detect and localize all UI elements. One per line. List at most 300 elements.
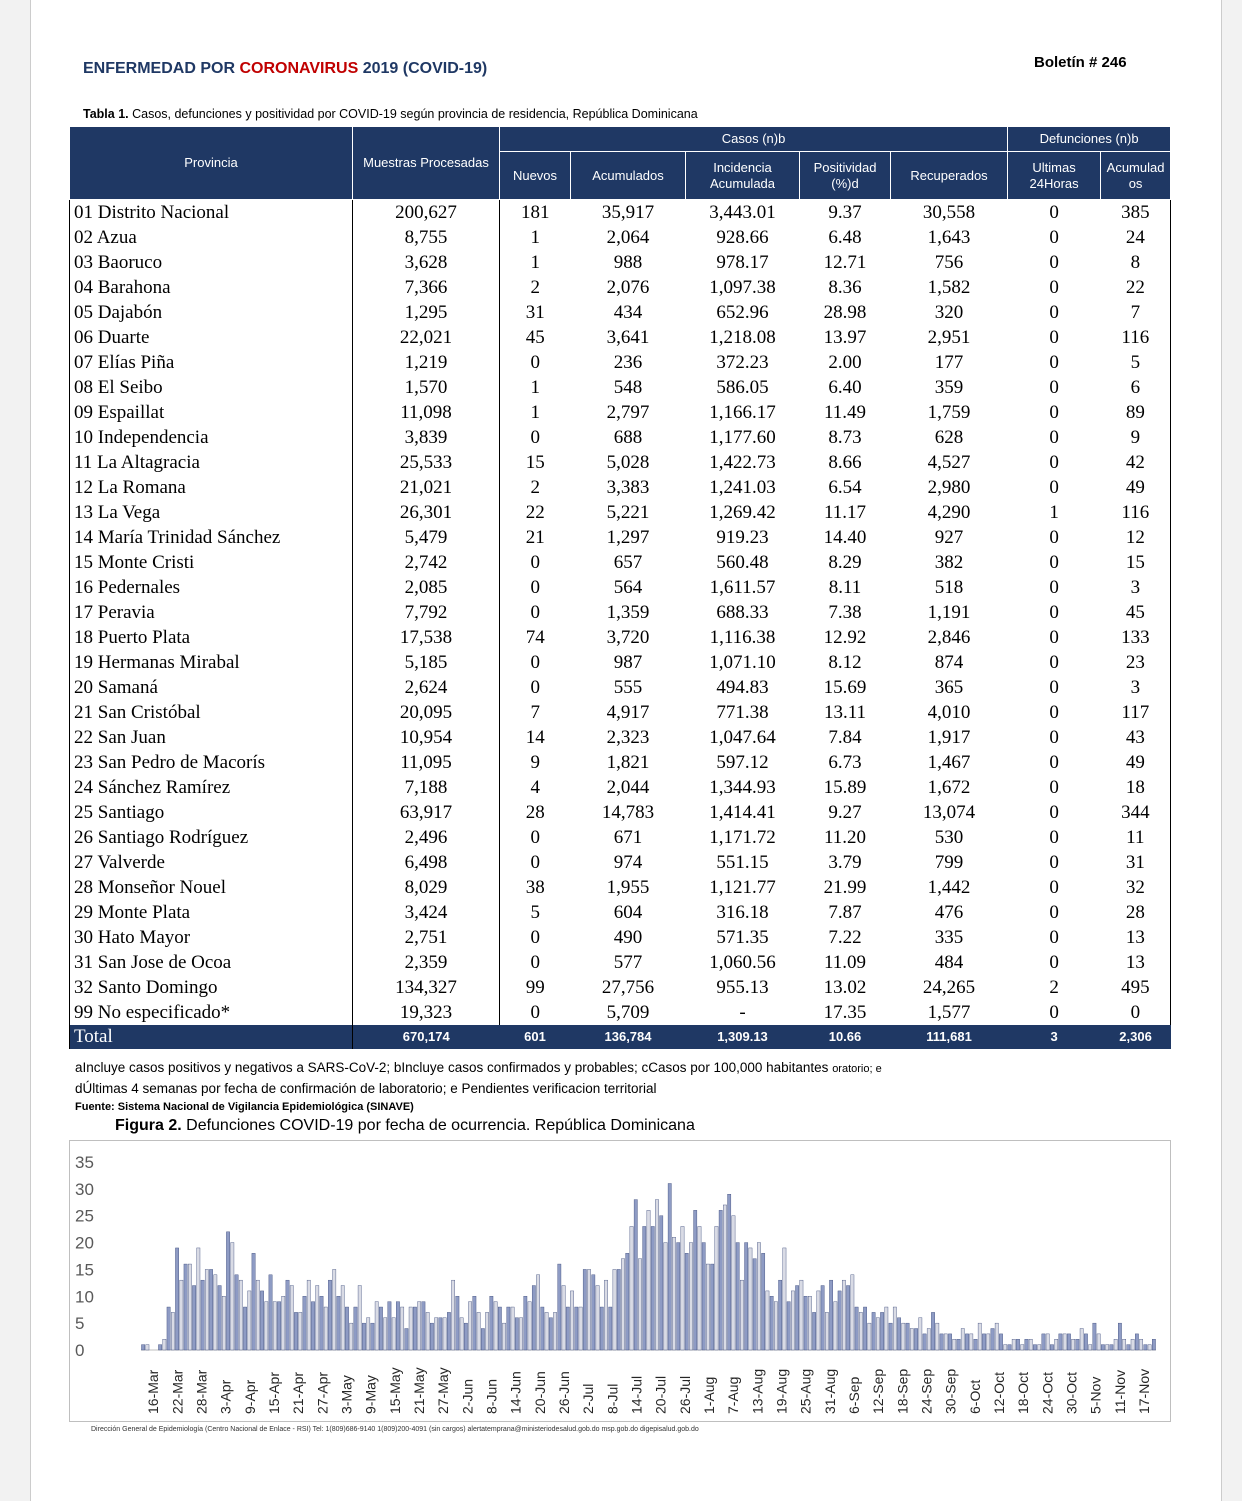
deaths-bar [694, 1210, 697, 1350]
table-cell: 7.87 [828, 901, 862, 923]
table-cell: 14 [525, 726, 545, 748]
table-cell: 0 [530, 951, 540, 973]
table-row [70, 375, 1171, 400]
deaths-bar [791, 1291, 794, 1350]
table-cell: 63,917 [353, 800, 500, 825]
table-cell: 24 [1101, 225, 1171, 250]
total-cell: 670,174 [353, 1025, 500, 1049]
table-cell: 1,414.41 [709, 801, 776, 823]
table-cell: 5,479 [353, 525, 500, 550]
table-cell: 0 [1049, 226, 1059, 248]
deaths-bar [269, 1275, 272, 1350]
province-name: 01 Distrito Nacional [70, 200, 353, 226]
deaths-bar [409, 1307, 412, 1350]
table-cell: 17,538 [353, 625, 500, 650]
province-name: 15 Monte Cristi [70, 550, 353, 575]
table-cell: 13 [1101, 925, 1171, 950]
x-tick-label: 1-Aug [700, 1376, 717, 1414]
deaths-bar [413, 1307, 416, 1350]
table-cell: 31 [525, 301, 545, 323]
total-cell: 111,681 [891, 1025, 1008, 1049]
deaths-bar [953, 1339, 956, 1350]
table-cell: 978.17 [716, 251, 769, 273]
table-cell: 2,076 [606, 276, 650, 298]
deaths-bar [324, 1307, 327, 1350]
table-cell: 31 [1101, 850, 1171, 875]
province-name: 11 La Altagracia [70, 450, 353, 475]
table-cell: 12 [1101, 525, 1171, 550]
table-cell: 2.00 [828, 351, 862, 373]
deaths-bar [902, 1323, 905, 1350]
deaths-bar [328, 1280, 331, 1350]
col-muestras: Muestras Procesadas [353, 127, 500, 200]
table-cell: 11.49 [823, 401, 867, 423]
deaths-bar [698, 1226, 701, 1350]
deaths-bar [294, 1312, 297, 1350]
table-cell: 5,028 [606, 451, 650, 473]
deaths-bar [1059, 1334, 1062, 1350]
table-cell: 22 [525, 501, 545, 523]
table-cell: 116 [1101, 325, 1171, 350]
table-row [70, 575, 1171, 600]
table-cell: 4,010 [927, 701, 971, 723]
deaths-bar [222, 1296, 225, 1350]
province-name: 22 San Juan [70, 725, 353, 750]
table-cell: 3,424 [353, 900, 500, 925]
deaths-bar [609, 1307, 612, 1350]
table-cell: 0 [530, 351, 540, 373]
province-name: 27 Valverde [70, 850, 353, 875]
table-cell: 756 [934, 251, 964, 273]
x-tick-label: 2-Jun [459, 1378, 476, 1414]
y-tick-label: 25 [75, 1206, 94, 1226]
deaths-bar [702, 1243, 705, 1350]
table-row [70, 625, 1171, 650]
table-cell: 89 [1101, 400, 1171, 425]
table-cell: 17.35 [823, 1001, 867, 1023]
deaths-bar [1076, 1339, 1079, 1350]
table-cell: 0 [1049, 826, 1059, 848]
table-cell: 2,624 [353, 675, 500, 700]
table-cell: 628 [934, 426, 964, 448]
table-cell: 2 [530, 476, 540, 498]
table-cell: 476 [934, 901, 964, 923]
table-cell: 2,064 [606, 226, 650, 248]
table-cell: 490 [613, 926, 643, 948]
deaths-bar [889, 1323, 892, 1350]
table-cell: 1,570 [353, 375, 500, 400]
deaths-bar [834, 1302, 837, 1350]
deaths-bar [978, 1323, 981, 1350]
table-cell: 1,060.56 [709, 951, 776, 973]
table-cell: 25,533 [353, 450, 500, 475]
table-cell: 5 [530, 901, 540, 923]
table-cell: 7.38 [828, 601, 862, 623]
table-cell: 1 [1049, 501, 1059, 523]
deaths-bar [970, 1334, 973, 1350]
deaths-bar [965, 1334, 968, 1350]
deaths-bar [248, 1291, 251, 1350]
table-cell: 1,047.64 [709, 726, 776, 748]
province-name: 32 Santo Domingo [70, 975, 353, 1000]
table-cell: 359 [934, 376, 964, 398]
table-cell: 5,185 [353, 650, 500, 675]
deaths-bar [570, 1291, 573, 1350]
table-cell: 7,188 [353, 775, 500, 800]
deaths-bar [282, 1296, 285, 1350]
table-cell: 32 [1101, 875, 1171, 900]
table-cell: 8.66 [828, 451, 862, 473]
table-cell: 1,218.08 [709, 326, 776, 348]
deaths-bar [664, 1243, 667, 1350]
table-cell: 955.13 [716, 976, 769, 998]
table-cell: 571.35 [716, 926, 769, 948]
deaths-bar [1139, 1339, 1142, 1350]
table-cell: 8.36 [828, 276, 862, 298]
table-cell: 484 [934, 951, 964, 973]
table-cell: 0 [1101, 1000, 1171, 1025]
deaths-bar [256, 1280, 259, 1350]
table-cell: 8.12 [828, 651, 862, 673]
table-cell: 0 [1049, 926, 1059, 948]
table-cell: - [739, 1001, 746, 1023]
table-cell: 2,980 [927, 476, 971, 498]
deaths-bar [1004, 1345, 1007, 1350]
table-cell: 2,846 [927, 626, 971, 648]
x-tick-label: 14-Jun [507, 1371, 524, 1414]
total-cell: 601 [500, 1025, 571, 1049]
deaths-bar [243, 1307, 246, 1350]
table-cell: 22,021 [353, 325, 500, 350]
deaths-bar [511, 1307, 514, 1350]
deaths-bar [1084, 1334, 1087, 1350]
x-tick-label: 21-Apr [290, 1371, 307, 1414]
deaths-bar [498, 1307, 501, 1350]
table-cell: 6,498 [353, 850, 500, 875]
table-cell: 11.09 [823, 951, 867, 973]
deaths-bar [1050, 1345, 1053, 1350]
table-row [70, 950, 1171, 975]
deaths-bar [392, 1318, 395, 1350]
table-cell: 8.11 [828, 576, 862, 598]
table-cell: 434 [613, 301, 643, 323]
table-cell: 2,085 [353, 575, 500, 600]
deaths-bar [655, 1200, 658, 1350]
deaths-bar [226, 1232, 229, 1350]
province-name: 09 Espaillat [70, 400, 353, 425]
x-tick-label: 18-Oct [1015, 1371, 1032, 1414]
deaths-bar [812, 1312, 815, 1350]
table-cell: 49 [1101, 750, 1171, 775]
deaths-bar [855, 1307, 858, 1350]
note-line-1-tail: oratorio; e [832, 1063, 882, 1075]
table-cell: 597.12 [716, 751, 769, 773]
x-tick-label: 31-Aug [821, 1368, 838, 1414]
deaths-bar [519, 1318, 522, 1350]
table-cell: 15 [525, 451, 545, 473]
table-cell: 4,527 [927, 451, 971, 473]
table-cell: 551.15 [716, 851, 769, 873]
deaths-bar [1046, 1334, 1049, 1350]
deaths-bar [766, 1291, 769, 1350]
deaths-bar [681, 1226, 684, 1350]
x-tick-label: 24-Oct [1039, 1371, 1056, 1414]
table-cell: 3,383 [606, 476, 650, 498]
table-cell: 74 [525, 626, 545, 648]
table-cell: 688 [613, 426, 643, 448]
table-cell: 12.92 [823, 626, 867, 648]
table-cell: 13 [1101, 950, 1171, 975]
deaths-bar [919, 1318, 922, 1350]
deaths-bar [1067, 1334, 1070, 1350]
deaths-bar [341, 1286, 344, 1350]
deaths-bar [893, 1307, 896, 1350]
deaths-bar [439, 1318, 442, 1350]
deaths-bar [762, 1253, 765, 1350]
deaths-bar [490, 1296, 493, 1350]
province-name: 26 Santiago Rodríguez [70, 825, 353, 850]
table-cell: 45 [1101, 600, 1171, 625]
deaths-bar [231, 1243, 234, 1350]
table-cell: 49 [1101, 475, 1171, 500]
deaths-bar [558, 1264, 561, 1350]
deaths-bar [1131, 1339, 1134, 1350]
table-cell: 2,797 [606, 401, 650, 423]
table-cell: 919.23 [716, 526, 769, 548]
deaths-bar [1118, 1323, 1121, 1350]
table-cell: 28 [525, 801, 545, 823]
table-cell: 0 [1049, 401, 1059, 423]
table-cell: 974 [613, 851, 643, 873]
table-cell: 1,166.17 [709, 401, 776, 423]
table-row [70, 550, 1171, 575]
table-cell: 27,756 [601, 976, 655, 998]
x-tick-label: 26-Jun [555, 1371, 572, 1414]
province-name: 05 Dajabón [70, 300, 353, 325]
table-cell: 116 [1101, 500, 1171, 525]
deaths-bar [1122, 1339, 1125, 1350]
table-cell: 0 [1049, 901, 1059, 923]
table-cell: 518 [934, 576, 964, 598]
table-cell: 3 [1101, 575, 1171, 600]
deaths-bar [1025, 1339, 1028, 1350]
deaths-bar-chart [69, 1140, 1171, 1422]
table-cell: 4,290 [927, 501, 971, 523]
table-cell: 8 [1101, 250, 1171, 275]
x-tick-label: 16-Mar [145, 1369, 162, 1414]
table-cell: 3,641 [606, 326, 650, 348]
deaths-bar [146, 1345, 149, 1350]
deaths-bar [532, 1286, 535, 1350]
table-cell: 24,265 [922, 976, 976, 998]
province-name: 12 La Romana [70, 475, 353, 500]
deaths-bar [647, 1210, 650, 1350]
table-cell: 577 [613, 951, 643, 973]
col-group-casos: Casos (n)b [500, 127, 1008, 152]
table-cell: 7 [1101, 300, 1171, 325]
x-tick-label: 15-May [386, 1367, 403, 1414]
col-acumulados-def: Acumulad os [1101, 152, 1171, 200]
deaths-bar [1110, 1345, 1113, 1350]
deaths-bar [660, 1216, 663, 1350]
deaths-bar [1148, 1345, 1151, 1350]
table-cell: 1,297 [606, 526, 650, 548]
table-cell: 385 [1101, 200, 1171, 226]
x-tick-label: 19-Aug [773, 1368, 790, 1414]
table-cell: 1,467 [927, 751, 971, 773]
deaths-bar [817, 1291, 820, 1350]
table-cell: 3,720 [606, 626, 650, 648]
deaths-bar [1114, 1339, 1117, 1350]
x-tick-label: 13-Aug [749, 1368, 766, 1414]
deaths-bar [528, 1302, 531, 1350]
table-cell: 1,955 [606, 876, 650, 898]
table-row [70, 700, 1171, 725]
province-name: 10 Independencia [70, 425, 353, 450]
deaths-bar [957, 1339, 960, 1350]
table-cell: 15.69 [823, 676, 867, 698]
table-row [70, 475, 1171, 500]
deaths-bar [277, 1302, 280, 1350]
table-cell: 1 [530, 401, 540, 423]
deaths-bar [286, 1280, 289, 1350]
table-cell: 11,098 [353, 400, 500, 425]
total-cell: 2,306 [1101, 1025, 1171, 1049]
table-cell: 0 [1049, 201, 1059, 223]
table-cell: 0 [530, 576, 540, 598]
table-cell: 21,021 [353, 475, 500, 500]
table-cell: 1,344.93 [709, 776, 776, 798]
deaths-bar [1127, 1345, 1130, 1350]
table-cell: 987 [613, 651, 643, 673]
table-cell: 1,269.42 [709, 501, 776, 523]
x-tick-label: 3-May [338, 1375, 355, 1414]
x-tick-label: 28-Mar [193, 1369, 210, 1414]
deaths-bar [1008, 1345, 1011, 1350]
y-tick-label: 0 [75, 1341, 85, 1360]
table-cell: 117 [1101, 700, 1171, 725]
deaths-bar [723, 1205, 726, 1350]
table-row [70, 925, 1171, 950]
table-cell: 236 [613, 351, 643, 373]
x-tick-label: 20-Jun [531, 1371, 548, 1414]
x-tick-label: 22-Mar [169, 1369, 186, 1414]
deaths-bar [1152, 1339, 1155, 1350]
title-part-red: CORONAVIRUS [239, 60, 359, 77]
table-cell: 0 [1049, 251, 1059, 273]
table-cell: 0 [1049, 326, 1059, 348]
table-cell: 0 [530, 601, 540, 623]
table-cell: 15.89 [823, 776, 867, 798]
y-tick-label: 15 [75, 1260, 94, 1280]
table-cell: 0 [1049, 526, 1059, 548]
table-cell: 181 [521, 201, 550, 223]
deaths-bar [184, 1264, 187, 1350]
deaths-bar [940, 1334, 943, 1350]
table-cell: 8.73 [828, 426, 862, 448]
deaths-bar [897, 1318, 900, 1350]
deaths-bar [575, 1307, 578, 1350]
table-cell: 15 [1101, 550, 1171, 575]
deaths-bar [566, 1307, 569, 1350]
table-cell: 45 [525, 326, 545, 348]
table-cell: 3,443.01 [709, 201, 776, 223]
x-tick-label: 11-Nov [1111, 1369, 1128, 1414]
table-row [70, 350, 1171, 375]
x-tick-label: 27-Apr [314, 1371, 331, 1414]
figure-caption-label: Figura 2. [115, 1117, 182, 1134]
deaths-bar [651, 1226, 654, 1350]
deaths-bar [800, 1280, 803, 1350]
deaths-bar [507, 1307, 510, 1350]
deaths-bar [171, 1312, 174, 1350]
deaths-bar [1033, 1345, 1036, 1350]
bulletin-number: Boletín # 246 [1034, 54, 1127, 71]
x-tick-label: 12-Oct [990, 1371, 1007, 1414]
x-tick-label: 3-Apr [217, 1379, 234, 1414]
table-cell: 6.54 [828, 476, 862, 498]
table-cell: 20,095 [353, 700, 500, 725]
deaths-bar [1072, 1339, 1075, 1350]
table-row [70, 875, 1171, 900]
province-name: 07 Elías Piña [70, 350, 353, 375]
table-cell: 1,759 [927, 401, 971, 423]
deaths-bar [795, 1286, 798, 1350]
deaths-bar [303, 1296, 306, 1350]
table-row [70, 725, 1171, 750]
table-cell: 560.48 [716, 551, 769, 573]
table-row [70, 650, 1171, 675]
deaths-bar [1144, 1345, 1147, 1350]
table-row [70, 525, 1171, 550]
x-tick-label: 25-Aug [797, 1368, 814, 1414]
table-cell: 1,219 [353, 350, 500, 375]
table-row [70, 275, 1171, 300]
table-row [70, 325, 1171, 350]
table-cell: 382 [934, 551, 964, 573]
deaths-bar [991, 1329, 994, 1350]
x-tick-label: 30-Sep [942, 1368, 959, 1414]
province-name: 16 Pedernales [70, 575, 353, 600]
deaths-bar [1097, 1334, 1100, 1350]
note-line-1: aIncluye casos positivos y negativos a SARS-CoV-2; bIncluye casos confirmados y probables; cCasos por 100,000 habitantes [75, 1060, 829, 1075]
deaths-bar [430, 1323, 433, 1350]
table-cell: 657 [613, 551, 643, 573]
x-tick-label: 5-Nov [1087, 1376, 1104, 1414]
cases-table [69, 126, 1171, 1049]
table-cell: 604 [613, 901, 643, 923]
province-name: 99 No especificado* [70, 1000, 353, 1025]
table-cell: 586.05 [716, 376, 769, 398]
deaths-bar [774, 1302, 777, 1350]
deaths-bar [201, 1280, 204, 1350]
table-cell: 1,442 [927, 876, 971, 898]
table-cell: 1,821 [606, 751, 650, 773]
deaths-bar [460, 1318, 463, 1350]
table-cell: 21 [525, 526, 545, 548]
deaths-bar [218, 1286, 221, 1350]
table-cell: 13.02 [823, 976, 867, 998]
table-row [70, 775, 1171, 800]
table-cell: 1,577 [927, 1001, 971, 1023]
table-cell: 1,643 [927, 226, 971, 248]
deaths-bar [180, 1280, 183, 1350]
x-tick-label: 27-May [435, 1367, 452, 1414]
table-cell: 0 [1049, 1001, 1059, 1023]
table-cell: 3.79 [828, 851, 862, 873]
table-cell: 0 [1049, 551, 1059, 573]
deaths-bar [167, 1307, 170, 1350]
